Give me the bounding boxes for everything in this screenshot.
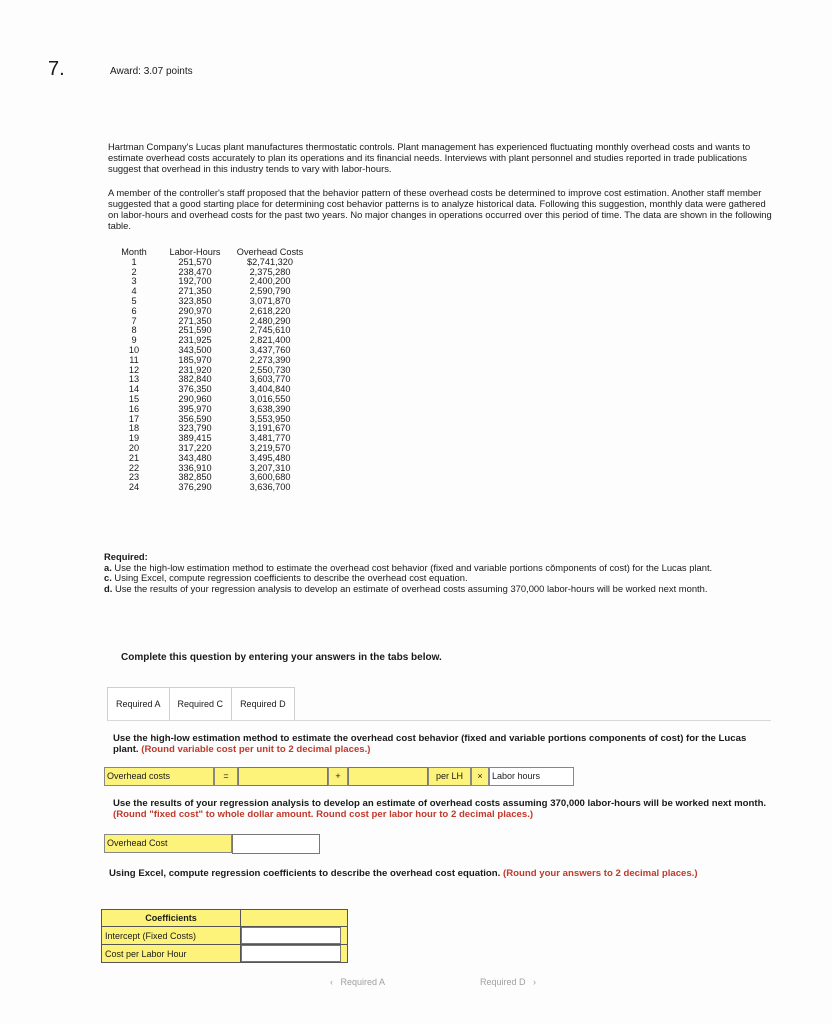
next-tab-button[interactable] bbox=[480, 977, 536, 987]
overhead-costs-cell: 3,016,550 bbox=[249, 393, 291, 404]
header-labor-hours: Labor-Hours bbox=[169, 247, 221, 257]
labor-hours-cell: 343,500 bbox=[178, 344, 212, 355]
tab-divider bbox=[107, 720, 771, 721]
intercept-input[interactable] bbox=[241, 927, 341, 944]
per-lh-label: per LH bbox=[428, 767, 471, 786]
overhead-costs-cell: 3,404,840 bbox=[249, 384, 291, 395]
labor-hours-cell: 395,970 bbox=[178, 403, 212, 414]
overhead-cost-input[interactable] bbox=[232, 834, 320, 854]
overhead-costs-cell: 3,207,310 bbox=[249, 462, 291, 473]
month-cell: 18 bbox=[128, 423, 140, 434]
month-cell: 7 bbox=[131, 315, 137, 326]
overhead-costs-cell: 3,071,870 bbox=[249, 295, 291, 306]
fixed-cost-input[interactable] bbox=[238, 767, 328, 786]
equals-sign: = bbox=[214, 767, 238, 786]
table-row bbox=[102, 927, 348, 945]
labor-hours-cell: 382,840 bbox=[178, 374, 212, 385]
overhead-costs-cell: 3,191,670 bbox=[249, 423, 291, 434]
part-d-hint: (Round "fixed cost" to whole dollar amount. Round cost per labor hour to 2 decimal places.) bbox=[113, 809, 534, 820]
labor-hours-cell: 356,590 bbox=[178, 413, 212, 424]
overhead-costs-cell: 2,618,220 bbox=[249, 305, 291, 316]
part-a-instruction bbox=[113, 733, 773, 755]
month-cell: 4 bbox=[131, 286, 137, 297]
labor-hours-cell: 376,290 bbox=[178, 482, 212, 493]
part-c-instruction bbox=[109, 868, 769, 879]
overhead-cost-row bbox=[104, 834, 320, 854]
coefficients-header-row bbox=[102, 910, 348, 927]
overhead-costs-cell: 3,495,480 bbox=[249, 452, 291, 463]
tab-required-c[interactable]: Required C bbox=[169, 687, 232, 721]
labor-hours-cell: 271,350 bbox=[178, 286, 212, 297]
labor-hours-label: Labor hours bbox=[489, 767, 574, 786]
labor-hours-cell: 382,850 bbox=[178, 472, 212, 483]
month-cell: 21 bbox=[128, 452, 140, 463]
intro-paragraph-1: Hartman Company's Lucas plant manufactures thermostatic controls. Plant management has experienced fluctuating monthly overhead costs and wants to estimate overhead costs accurately to plan its operations and its financial needs. Interviews with plant personnel and studies reported in trade publications suggest that overhead in this industry tends to vary with labor-hours. bbox=[108, 141, 751, 174]
overhead-costs-cell: 3,553,950 bbox=[249, 413, 291, 424]
labor-hours-cell: 343,480 bbox=[178, 452, 212, 463]
coefficients-header: Coefficients bbox=[102, 910, 241, 927]
chevron-right-icon: › bbox=[533, 977, 537, 987]
times-sign: × bbox=[471, 767, 489, 786]
overhead-costs-cell: 3,437,760 bbox=[249, 344, 291, 355]
month-cell: 9 bbox=[131, 335, 137, 346]
month-cell: 11 bbox=[129, 354, 139, 365]
part-a-hint: (Round variable cost per unit to 2 decimal places.) bbox=[141, 744, 371, 755]
month-cell: 14 bbox=[128, 384, 140, 395]
tab-required-a[interactable]: Required A bbox=[107, 687, 169, 721]
overhead-costs-cell: 2,821,400 bbox=[249, 335, 291, 346]
overhead-costs-cell: 2,400,200 bbox=[249, 276, 291, 287]
month-cell: 22 bbox=[128, 462, 140, 473]
overhead-costs-cell: 3,636,700 bbox=[249, 482, 291, 493]
part-a-instruction-text: Use the high-low estimation method to estimate the overhead cost behavior (fixed and variable portions components of cost) for the Lucas plant. bbox=[113, 733, 747, 755]
question-number: 7. bbox=[48, 58, 65, 80]
prev-tab-button[interactable] bbox=[330, 977, 385, 987]
data-table bbox=[112, 248, 306, 493]
overhead-costs-cell: 3,600,680 bbox=[249, 472, 291, 483]
table-row bbox=[112, 483, 306, 493]
required-c-text: Using Excel, compute regression coefficients to describe the overhead cost equation. bbox=[111, 572, 468, 584]
overhead-cost-label: Overhead Cost bbox=[104, 834, 232, 853]
overhead-costs-cell: 2,745,610 bbox=[249, 325, 291, 336]
required-d bbox=[104, 584, 770, 595]
month-cell: 17 bbox=[128, 413, 140, 424]
variable-cost-input[interactable] bbox=[348, 767, 428, 786]
labor-hours-cell: 185,970 bbox=[178, 354, 212, 365]
month-cell: 15 bbox=[128, 393, 140, 404]
month-cell: 24 bbox=[128, 482, 140, 493]
required-c-prefix: c. bbox=[104, 572, 112, 584]
labor-hours-cell: 323,790 bbox=[178, 423, 212, 434]
labor-hours-cell: 231,920 bbox=[178, 364, 212, 375]
overhead-costs-cell: 2,273,390 bbox=[249, 354, 291, 365]
required-d-prefix: d. bbox=[104, 582, 113, 594]
labor-hours-cell: 271,350 bbox=[178, 315, 212, 326]
chevron-left-icon: ‹ bbox=[330, 977, 333, 987]
labor-hours-cell: 389,415 bbox=[178, 433, 212, 444]
month-cell: 10 bbox=[128, 344, 140, 355]
plus-sign: + bbox=[328, 767, 348, 786]
overhead-cost-equation bbox=[104, 767, 574, 786]
tab-bar bbox=[107, 687, 295, 721]
header-month: Month bbox=[121, 247, 147, 257]
overhead-costs-cell: 3,481,770 bbox=[249, 433, 291, 444]
overhead-costs-cell: 3,638,390 bbox=[249, 403, 291, 414]
month-cell: 8 bbox=[131, 325, 137, 336]
part-c-hint: (Round your answers to 2 decimal places.) bbox=[503, 868, 698, 879]
labor-hours-cell: 238,470 bbox=[178, 266, 212, 277]
required-title: Required: bbox=[104, 551, 148, 562]
cost-per-labor-hour-input[interactable] bbox=[241, 945, 341, 962]
overhead-costs-cell: 2,375,280 bbox=[249, 266, 291, 277]
required-section bbox=[104, 552, 770, 594]
month-cell: 16 bbox=[128, 403, 140, 414]
cost-per-labor-hour-cell bbox=[241, 945, 348, 963]
table-row bbox=[102, 945, 348, 963]
tab-required-d[interactable]: Required D bbox=[231, 687, 295, 721]
next-tab-label: Required D bbox=[480, 977, 526, 987]
labor-hours-cell: 231,925 bbox=[178, 335, 212, 346]
month-cell: 23 bbox=[128, 472, 140, 483]
labor-hours-cell: 376,350 bbox=[178, 384, 212, 395]
month-cell: 1 bbox=[131, 256, 137, 267]
overhead-costs-label: Overhead costs bbox=[104, 767, 214, 786]
labor-hours-cell: 251,590 bbox=[178, 325, 212, 336]
cost-per-labor-hour-label: Cost per Labor Hour bbox=[102, 945, 241, 963]
labor-hours-cell: 336,910 bbox=[178, 462, 212, 473]
intercept-cell bbox=[241, 927, 348, 945]
header-overhead-costs: Overhead Costs bbox=[236, 247, 304, 257]
complete-instruction: Complete this question by entering your answers in the tabs below. bbox=[121, 652, 442, 663]
overhead-costs-cell: 3,603,770 bbox=[249, 374, 291, 385]
intro-paragraph-2: A member of the controller's staff proposed that the behavior pattern of these overhead costs be determined to improve cost estimation. Another staff member suggested that a good starting place for determining cost behavior patterns is to analyze historical data. Following this suggestion, monthly data were gathered on labor-hours and overhead costs for the past two years. No major changes in operations occurred over this period of time. The data are shown in the following table. bbox=[108, 187, 772, 231]
labor-hours-cell: 192,700 bbox=[178, 276, 212, 287]
overhead-costs-cell: 3,219,570 bbox=[249, 442, 291, 453]
overhead-costs-cell: 2,480,290 bbox=[249, 315, 291, 326]
labor-hours-cell: 251,570 bbox=[178, 256, 212, 267]
month-cell: 6 bbox=[131, 305, 137, 316]
month-cell: 2 bbox=[131, 266, 137, 277]
intercept-label: Intercept (Fixed Costs) bbox=[102, 927, 241, 945]
month-cell: 12 bbox=[128, 364, 140, 375]
month-cell: 19 bbox=[128, 433, 140, 444]
required-a-text: Use the high-low estimation method to estimate the overhead cost behavior (fixed and variable portions cŏmponents of cost) for the Lucas plant. bbox=[111, 561, 713, 573]
required-d-text: Use the results of your regression analysis to develop an estimate of overhead costs assuming 370,000 labor-hours will be worked next month. bbox=[112, 582, 708, 594]
overhead-costs-cell: $2,741,320 bbox=[247, 256, 293, 267]
month-cell: 13 bbox=[128, 374, 140, 385]
part-d-instruction bbox=[113, 798, 773, 820]
labor-hours-cell: 323,850 bbox=[178, 295, 212, 306]
month-cell: 5 bbox=[131, 295, 137, 306]
labor-hours-cell: 290,970 bbox=[178, 305, 212, 316]
overhead-costs-cell: 2,550,730 bbox=[249, 364, 291, 375]
month-cell: 20 bbox=[128, 442, 140, 453]
labor-hours-cell: 317,220 bbox=[178, 442, 212, 453]
part-c-instruction-text: Using Excel, compute regression coefficients to describe the overhead cost equation. bbox=[109, 868, 501, 879]
overhead-costs-cell: 2,590,790 bbox=[249, 286, 291, 297]
labor-hours-cell: 290,960 bbox=[178, 393, 212, 404]
month-cell: 3 bbox=[131, 276, 137, 287]
award-points: Award: 3.07 points bbox=[110, 66, 193, 77]
part-d-instruction-text: Use the results of your regression analysis to develop an estimate of overhead costs assuming 370,000 labor-hours will be worked next month. bbox=[113, 798, 767, 809]
prev-tab-label: Required A bbox=[340, 977, 386, 987]
coefficients-header-value bbox=[241, 910, 348, 927]
required-a-prefix: a. bbox=[104, 561, 112, 573]
coefficients-table bbox=[101, 909, 348, 963]
